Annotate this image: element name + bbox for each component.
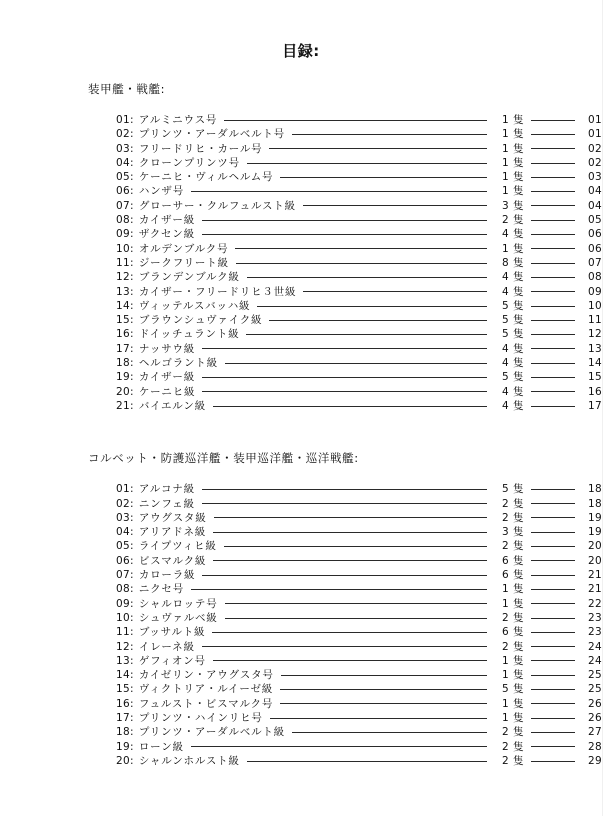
leader-line-page [531,334,575,335]
toc-entry-name: フリードリヒ・カール号 [138,142,263,155]
toc-entry-count: 1 隻 [501,185,524,198]
toc-entry-page: 28 [588,740,602,753]
leader-line-page [531,177,575,178]
toc-entry-page: 25 [588,683,602,696]
leader-line [213,532,487,533]
leader-line [292,732,487,733]
leader-line-page [531,703,575,704]
toc-entry-index: 02: [116,128,134,141]
toc-entry[interactable] [0,156,602,170]
toc-entry-name: カイザー級 [138,214,195,227]
toc-entry-index: 04: [116,526,134,539]
spacer-title [0,61,602,81]
toc-entry-page: 04 [588,199,602,212]
toc-entry-page: 18 [588,497,602,510]
toc-entry-count: 2 隻 [501,497,524,510]
toc-entry-count: 4 隻 [501,271,524,284]
leader-line-page [531,589,575,590]
leader-line-page [531,220,575,221]
leader-line [191,191,487,192]
leader-line-page [531,632,575,633]
toc-entry-page: 19 [588,511,602,524]
toc-entry-count: 1 隻 [501,156,524,169]
leader-line-page [531,603,575,604]
leader-line [247,277,487,278]
leader-line [202,503,487,504]
toc-entry-page: 07 [588,256,602,269]
toc-entry-index: 16: [116,328,134,341]
toc-entry-index: 11: [116,626,134,639]
toc-entry[interactable] [0,356,602,370]
toc-entry-index: 20: [116,385,134,398]
leader-line-page [531,503,575,504]
toc-entry-name: シュヴァルベ級 [138,611,218,624]
toc-entry-index: 09: [116,597,134,610]
toc-entry-index: 15: [116,683,134,696]
leader-line-page [531,761,575,762]
toc-entry-page: 19 [588,526,602,539]
toc-entry-index: 10: [116,611,134,624]
leader-line-page [531,406,575,407]
leader-line [269,320,487,321]
toc-entry[interactable] [0,568,602,582]
toc-entry-count: 5 隻 [501,299,524,312]
leader-line [213,560,487,561]
toc-entry[interactable] [0,127,602,141]
leader-line-page [531,575,575,576]
toc-entry[interactable] [0,511,602,525]
toc-entry-page: 16 [588,385,602,398]
toc-entry-name: シャルロッテ号 [138,597,218,610]
toc-entry-name: ブラウンシュヴァイク級 [138,314,263,327]
toc-entry[interactable] [0,582,602,596]
toc-entry[interactable] [0,597,602,611]
leader-line [280,689,487,690]
toc-entry-page: 12 [588,328,602,341]
toc-entry-name: ニンフェ級 [138,497,195,510]
toc-entry[interactable] [0,170,602,184]
toc-entry-name: ドイッチュラント級 [138,328,240,341]
leader-line [225,603,488,604]
leader-line-page [531,517,575,518]
toc-entry-list [0,113,602,413]
toc-entry[interactable] [0,313,602,327]
toc-entry-page: 26 [588,711,602,724]
toc-entry-count: 4 隻 [501,228,524,241]
toc-entry-page: 23 [588,611,602,624]
toc-entry-name: ナッサウ級 [138,342,196,355]
toc-entry-name: グローサー・クルフュルスト級 [138,199,296,212]
toc-entry-name: カイザー・フリードリヒ３世級 [138,285,297,298]
leader-line [214,517,487,518]
toc-entry-index: 21: [116,399,134,412]
leader-line-page [531,377,575,378]
toc-entry-count: 2 隻 [501,754,524,767]
leader-line [213,406,487,407]
leader-line [225,363,487,364]
leader-line-page [531,532,575,533]
toc-entry[interactable] [0,227,602,241]
toc-entry-name: フュルスト・ビスマルク号 [138,697,274,710]
leader-line [202,646,487,647]
leader-line-page [531,234,575,235]
toc-entry-count: 5 隻 [501,314,524,327]
toc-entry-name: アウグスタ級 [138,511,207,524]
toc-entry[interactable] [0,213,602,227]
leader-line-page [531,363,575,364]
toc-entry-count: 5 隻 [501,683,524,696]
leader-line [202,220,487,221]
toc-entry-page: 29 [588,754,602,767]
toc-entry-page: 14 [588,357,602,370]
toc-entry-page: 20 [588,554,602,567]
leader-line [292,134,487,135]
toc-entry-name: アルコナ級 [138,483,195,496]
spacer-heading [0,97,602,113]
toc-entry-name: ジークフリート級 [138,256,229,269]
toc-entry-name: アリアドネ級 [138,526,207,539]
toc-entry-index: 05: [116,171,134,184]
toc-entry-count: 2 隻 [501,511,524,524]
toc-entry[interactable] [0,113,602,127]
toc-entry-name: ヴィッテルスバッハ級 [138,299,251,312]
toc-entry[interactable] [0,370,602,384]
leader-line [236,263,487,264]
toc-entry-index: 18: [116,726,134,739]
toc-entry-name: ブッサルト級 [138,626,206,639]
toc-entry-page: 01 [588,128,602,141]
toc-entry-index: 18: [116,357,134,370]
toc-entry[interactable] [0,482,602,496]
leader-line [202,234,487,235]
toc-entry-name: ゲフィオン号 [138,654,206,667]
toc-entry-index: 03: [116,511,134,524]
toc-entry[interactable] [0,299,602,313]
toc-entry-index: 20: [116,754,134,767]
toc-entry-page: 06 [588,242,602,255]
leader-line [270,718,487,719]
toc-entry-name: ビスマルク級 [138,554,207,567]
toc-entry-count: 1 隻 [501,128,524,141]
toc-entry-name: カイザー級 [138,371,195,384]
leader-line-page [531,618,575,619]
toc-entry-count: 5 隻 [501,328,524,341]
toc-entry-count: 2 隻 [501,214,524,227]
toc-entry-count: 2 隻 [501,726,524,739]
toc-entry-count: 1 隻 [501,242,524,255]
leader-line-page [531,191,575,192]
toc-entry-page: 24 [588,640,602,653]
toc-entry-index: 19: [116,740,134,753]
toc-entry-count: 1 隻 [501,654,524,667]
toc-entry-count: 1 隻 [501,597,524,610]
toc-entry-name: プリンツ・アーダルベルト級 [138,726,285,739]
spacer-heading [0,466,602,482]
toc-entry-page: 01 [588,114,602,126]
toc-entry[interactable] [0,640,602,654]
section-heading: 装甲艦・戦艦: [88,82,166,96]
toc-entry-index: 06: [116,554,134,567]
toc-entry-index: 05: [116,540,134,553]
section-corvettes-and-cruisers [0,450,602,768]
toc-entry-count: 6 隻 [501,569,524,582]
leader-line [202,348,487,349]
toc-entry[interactable] [0,525,602,539]
toc-entry[interactable] [0,697,602,711]
leader-line [191,589,487,590]
toc-entry[interactable] [0,327,602,341]
toc-entry-count: 4 隻 [501,285,524,298]
leader-line [202,489,487,490]
toc-entry[interactable] [0,385,602,399]
toc-entry-index: 06: [116,185,134,198]
leader-line-page [531,732,575,733]
leader-line-page [531,163,575,164]
leader-line-page [531,489,575,490]
toc-entry-name: プリンツ・ハインリヒ号 [138,711,263,724]
leader-line-page [531,746,575,747]
toc-entry-page: 21 [588,583,602,596]
leader-line [247,163,487,164]
toc-entry[interactable] [0,142,602,156]
toc-entry-page: 23 [588,626,602,639]
toc-entry-index: 13: [116,654,134,667]
page-title: 目録: [282,42,320,60]
toc-entry-page: 05 [588,214,602,227]
leader-line [281,675,487,676]
toc-entry[interactable] [0,725,602,739]
toc-entry[interactable] [0,654,602,668]
toc-entry-page: 02 [588,156,602,169]
toc-entry-count: 2 隻 [501,740,524,753]
toc-entry-index: 12: [116,640,134,653]
leader-line [202,391,487,392]
spacer-sections [0,413,602,450]
toc-entry-count: 1 隻 [501,697,524,710]
leader-line-page [531,546,575,547]
toc-entry-count: 1 隻 [501,711,524,724]
toc-entry-index: 17: [116,711,134,724]
toc-entry-index: 08: [116,214,134,227]
toc-entry-count: 1 隻 [501,669,524,682]
toc-entry[interactable] [0,184,602,198]
toc-entry-index: 04: [116,156,134,169]
toc-entry-count: 1 隻 [501,114,524,126]
toc-entry-index: 03: [116,142,134,155]
leader-line-page [531,148,575,149]
toc-entry[interactable] [0,711,602,725]
toc-entry[interactable] [0,270,602,284]
toc-entry-page: 26 [588,697,602,710]
toc-entry[interactable] [0,497,602,511]
leader-line-page [531,306,575,307]
leader-line [280,177,487,178]
toc-entry-name: ヘルゴラント級 [138,357,218,370]
toc-entry-name: カイゼリン・アウグスタ号 [138,669,274,682]
leader-line-page [531,134,575,135]
toc-entry-index: 19: [116,371,134,384]
leader-line-page [531,646,575,647]
toc-entry-count: 8 隻 [501,256,524,269]
section-armored-and-battleships [0,81,602,413]
toc-entry-page: 20 [588,540,602,553]
toc-entry-page: 03 [588,171,602,184]
toc-entry-count: 3 隻 [501,199,524,212]
toc-entry-name: カローラ級 [138,569,196,582]
toc-entry[interactable] [0,611,602,625]
leader-line [213,660,487,661]
leader-line-page [531,120,575,121]
toc-entry-name: ブランデンブルク級 [138,271,240,284]
leader-line [257,306,487,307]
toc-entry-index: 17: [116,342,134,355]
leader-line-page [531,391,575,392]
toc-entry[interactable] [0,539,602,553]
toc-entry-page: 13 [588,342,602,355]
toc-entry-index: 08: [116,583,134,596]
toc-entry-index: 07: [116,569,134,582]
toc-entry-count: 6 隻 [501,626,524,639]
toc-entry-page: 10 [588,299,602,312]
toc-entry[interactable] [0,242,602,256]
toc-entry-page: 15 [588,371,602,384]
toc-entry-page: 06 [588,228,602,241]
toc-entry[interactable] [0,625,602,639]
toc-entry-index: 09: [116,228,134,241]
leader-line-page [531,277,575,278]
leader-line [235,248,487,249]
toc-entry-page: 09 [588,285,602,298]
leader-line-page [531,689,575,690]
toc-entry-name: ライプツィヒ級 [138,540,217,553]
toc-entry-index: 12: [116,271,134,284]
toc-entry-index: 07: [116,199,134,212]
toc-entry-name: バイエルン級 [138,399,206,412]
toc-entry[interactable] [0,754,602,768]
toc-entry-page: 24 [588,654,602,667]
toc-entry[interactable] [0,554,602,568]
leader-line-page [531,320,575,321]
toc-entry-count: 1 隻 [501,171,524,184]
leader-line-page [531,205,575,206]
toc-entry-count: 2 隻 [501,540,524,553]
toc-entry-count: 3 隻 [501,526,524,539]
toc-entry-count: 4 隻 [501,399,524,412]
leader-line [269,148,487,149]
toc-entry-page: 22 [588,597,602,610]
leader-line-page [531,560,575,561]
toc-entry[interactable] [0,399,602,413]
toc-entry-count: 5 隻 [501,371,524,384]
toc-entry-count: 4 隻 [501,385,524,398]
leader-line [191,746,487,747]
toc-entry-name: ヴィクトリア・ルイーゼ級 [138,683,274,696]
leader-line [247,761,487,762]
section-heading: コルベット・防護巡洋艦・装甲巡洋艦・巡洋戦艦: [88,451,359,466]
toc-entry-page: 08 [588,271,602,284]
leader-line-page [531,263,575,264]
toc-entry-count: 6 隻 [501,554,524,567]
leader-line [225,618,487,619]
toc-entry[interactable] [0,740,602,754]
toc-entry-index: 11: [116,256,134,269]
toc-entry-index: 14: [116,299,134,312]
toc-entry-index: 16: [116,697,134,710]
leader-line-page [531,291,575,292]
toc-entry[interactable] [0,668,602,682]
toc-entry[interactable] [0,342,602,356]
toc-entry-index: 14: [116,669,134,682]
toc-entry-count: 2 隻 [501,640,524,653]
toc-entry-page: 27 [588,726,602,739]
toc-entry-name: オルデンブルク号 [138,242,229,255]
leader-line-page [531,718,575,719]
toc-entry[interactable] [0,285,602,299]
toc-entry-name: ハンザ号 [138,185,185,198]
toc-entry-count: 1 隻 [501,142,524,155]
toc-entry-count: 4 隻 [501,357,524,370]
leader-line [212,632,487,633]
leader-line [202,377,487,378]
toc-entry-name: ニクセ号 [138,583,185,596]
toc-entry-name: プリンツ・アーダルベルト号 [138,128,285,141]
toc-entry[interactable] [0,199,602,213]
leader-line [303,291,487,292]
toc-entry-name: ローン級 [138,740,184,753]
toc-entry-page: 18 [588,483,602,496]
toc-entry-index: 02: [116,497,134,510]
leader-line [303,205,487,206]
leader-line-page [531,248,575,249]
leader-line [280,703,487,704]
toc-entry-page: 21 [588,569,602,582]
leader-line [246,334,487,335]
toc-entry-name: シャルンホルスト級 [138,754,240,767]
toc-entry-page: 11 [588,314,602,327]
leader-line-page [531,348,575,349]
leader-line [224,546,487,547]
toc-entry-name: クローンプリンツ号 [138,156,240,169]
toc-entry-index: 15: [116,314,134,327]
toc-entry-list [0,482,602,768]
toc-entry-page: 02 [588,142,602,155]
toc-entry-page: 04 [588,185,602,198]
toc-entry-index: 13: [116,285,134,298]
toc-entry[interactable] [0,682,602,696]
toc-entry-name: ケーニヒ級 [138,385,196,398]
leader-line-page [531,675,575,676]
leader-line-page [531,660,575,661]
toc-entry-name: アルミニウス号 [138,114,218,126]
toc-entry-name: ケーニヒ・ヴィルヘルム号 [138,171,274,184]
toc-entry[interactable] [0,256,602,270]
toc-entry-count: 4 隻 [501,342,524,355]
toc-entry-name: ザクセン級 [138,228,195,241]
toc-entry-page: 17 [588,399,602,412]
leader-line [202,575,487,576]
toc-entry-page: 25 [588,669,602,682]
toc-entry-count: 2 隻 [501,611,524,624]
toc-entry-index: 10: [116,242,134,255]
toc-entry-count: 1 隻 [501,583,524,596]
toc-entry-index: 01: [116,114,134,126]
leader-line [224,120,487,121]
toc-entry-count: 5 隻 [501,483,524,496]
toc-entry-index: 01: [116,483,134,496]
toc-entry-name: イレーネ級 [138,640,195,653]
